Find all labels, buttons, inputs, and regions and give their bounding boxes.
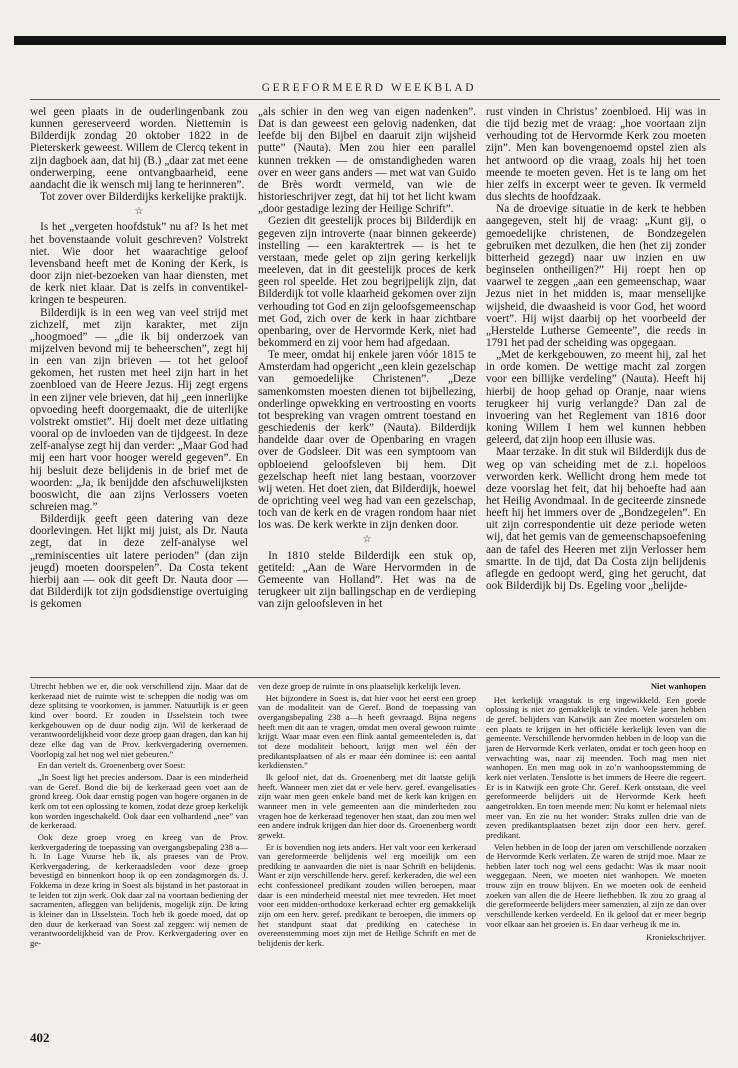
- paragraph: ven deze groep de ruimte in ons plaatselijk kerkelijk leven.: [258, 681, 461, 691]
- section-rule: [30, 677, 720, 678]
- paragraph: Ik geloof niet, dat ds. Groenenberg met dit laatste gelijk heeft. Wanneer men ziet dat er vele herv. geref. evangelisaties zijn waar men geen enkele band met de kerk kan krijgen en wanneer men in vele gemeenten aan die minderheden zou vragen hoe de kerkeraad tegenover hen staat, dan zou men wel een andere indruk krijgen dan hier door ds. Groenenberg wordt gewekt.: [258, 771, 476, 840]
- paragraph: Bilderdijk is in een weg van veel strijd met zichzelf, met zijn karakter, met zijn „hoogmoed” — „die ik bij onderzoek van mijzelven bevond mij te beheerschen”, zegt hij in een van zijn brieven — tot het geloof gekomen, het rusten met heel zijn hart in het zoenbloed van de Heere Jezus. Hij zegt ergens in een zijner vele brieven, dat hij „een innerlijke opvoeding heeft doorgemaakt, die de uiterlijke volstrekt omstiet”. Hij doelt met deze uitlating vooral op de invloeden van de tijdgeest. In deze zelf-analyse zegt hij dan verder: „Maar God had mij een hart voor hooger wereld gegeven”. En hij besluit deze belijdenis in de brief met de woorden: „Ja, ik benijdde den afschuwelijksten booswicht, die aan zijns Verlossers voeten schreien mag.”: [30, 306, 248, 513]
- paragraph: Te meer, omdat hij enkele jaren vóór 1815 te Amsterdam had opgericht „een klein gezelschap van gemoedelijke Christenen”. „Deze samenkomsten moesten dienen tot bijbellezing, onderlinge opwekking en vertroosting en voorts tot bespreking van vragen omtrent toestand en geschiedenis der kerk” (Nauta). Bilderdijk handelde daar over de Openbaring en vragen over de Godsleer. Dit was een symptoom van opbloeiend geloofsleven bij hem. Dit gezelschap heeft niet lang bestaan, voorzover wij weten. Het doet zien, dat Bilderdijk, hoewel de oprichting veel weg had van een gezelschap, toch van de kerk en de vragen rondom haar niet los was. De kerk werkte in zijn denken door.: [258, 349, 476, 532]
- paragraph: „als schier in den weg van eigen nadenken”. Dat is dan geweest een gelovig nadenken, dat leefde bij den Bijbel en daaruit zijn wijsheid putte” (Nauta). Men zou hier een parallel kunnen trekken — de omstandigheden waren over en weer gans anders — met wat van Guido de Brès wordt vermeld, van wie de historieschrijver zegt, dat hij tot het licht kwam „door gestadige lezing der Heilige Schrift”.: [258, 106, 476, 216]
- article-column-3: [486, 106, 706, 592]
- header-rule: [30, 99, 720, 100]
- chronicle-column-2: [258, 682, 476, 951]
- paragraph: Is het „vergeten hoofdstuk” nu af? Is het met het bovenstaande voluit geschreven? Volstrekt niet. Wie door het waarachtige geloof levensband heeft met de Koning der Kerk, is door zijn niet-bezoeken van haar diensten, met de kerk niet klaar. Dat is zelfs in conventikel-kringen te bespeuren.: [30, 221, 248, 307]
- paragraph: Ook deze groep vroeg en kreeg van de Prov. kerkvergadering de toepassing van overgangsbepaling 238 a—h. In Lage Vuurse heb ik, als praeses van de Prov. Kerkvergadering, de kerkeraadsleden voor deze groep bevestigd en binnenkort hoop ik op een zondagmorgen ds. J. Fokkema in deze kring in Soest als bijstand in het pastoraat in te leiden tot zijn werk. Ook daar zal na voortaan bediening der sacramenten, afleggen van belijdenis, mogelijk zijn. De kring is kleiner dan in IJsselstein. Toch heb ik goede moed, dat op den duur de kerkeraad van Soest zal zeggen: wij nemen de verantwoordelijkheid van de Prov. Kerkvergadering over en ge-: [30, 831, 248, 949]
- paragraph: Bilderdijk geeft geen datering van deze doorlevingen. Het lijkt mij juist, als Dr. Nauta zegt, dat in deze zelf-analyse wel „reminiscenties uit latere perioden” (dan zijn jeugd) moeten doorspelen”. Da Costa tekent hierbij aan — ook dit geeft Dr. Nauta door — dat Bilderdijk tot zijn godsdienstige overtuiging is gekomen: [30, 513, 248, 611]
- section-title: Niet wanhopen: [650, 681, 706, 691]
- paragraph: Gezien dit geestelijk proces bij Bilderdijk en gegeven zijn introverte (naar binnen gekeerde) instelling — een karaktertrek — is het te verstaan, mede gelet op zijn gering kerkelijk meeleven, dat in dit geestelijk proces de kerk geen rol speelde. Het zou begrijpelijk zijn, dat Bilderdijk tot volle klaarheid gekomen over zijn verhouding tot God en zijn geloofsgemeenschap met God, zich over de kerk in haar zichtbare openbaring, over de Hervormde Kerk, niet had bekommerd en zij voor hem had afgedaan.: [258, 215, 476, 349]
- paragraph: Velen hebben in de loop der jaren om verschillende oorzaken de Hervormde Kerk verlaten. Ze waren de strijd moe. Maar ze hebben later toch nog wel eens gedacht: Was ik maar nooit weggegaan. Neen, we moeten niet wanhopen. We moeten trouw zijn en trouw blijven. En we moeten ook de eenheid zoeken van allen die de Heere liefhebben. Ik zou zo graag al die gereformeerde belijders meer samenzien, al zijn ze dan over verschillende kerken verdeeld. En ik geloof dat er meer begrip voor elkaar aan het groeien is. En daar verheug ik me in.: [486, 841, 706, 929]
- paragraph: „In Soest ligt het precies andersom. Daar is een minderheid van de Geref. Bond die bij de kerkeraad geen voet aan de grond kreeg. Ook daar ernstig pogen van hogere organen in de kerk om tot een oplossing te komen, zodat deze groep kerkelijk kon worden ingeschakeld. Ook daar een volhardend „nee” van de kerkeraad.: [30, 771, 248, 831]
- paragraph: rust vinden in Christus’ zoenbloed. Hij was in die tijd bezig met de vraag: „hoe voortaan zijn verhouding tot de Hervormde Kerk zou moeten zijn”. Men kan bovengenoemd opstel zien als het antwoord op die vraag, zoals hij het toen meende te moeten geven. Het is te lang om het hier zelfs in excerpt weer te geven. Ik vermeld dus slechts de hoofdzaak.: [486, 106, 706, 204]
- paragraph: wel geen plaats in de ouderlingenbank zou kunnen gereserveerd worden. Niettemin is Bilderdijk zondag 20 oktober 1822 in de Pieterskerk geweest. Willem de Clercq tekent in zijn dagboek aan, dat hij (B.) „daar zat met eene onderwerping, eene ontvangbaarheid, eene aandacht die ik wensch mij lang te herinneren”.: [30, 106, 248, 191]
- article-column-2: [258, 106, 476, 610]
- star-separator: ☆: [134, 206, 144, 218]
- paragraph: Het kerkelijk vraagstuk is erg ingewikkeld. Een goede oplossing is niet zo gemakkelijk te vinden. Vele jaren hebben de geref. belijders van Katwijk aan Zee moeten worstelen om een plaats te krijgen in het officiële kerkelijk leven van die gemeente. Verschillende hervormden hebben in de loop van die jaren de Hervormde Kerk verlaten, omdat er toch geen hoop en verwachting was, naar zij meenden. Toch mag men niet wanhopen. En men mag ook in zo’n wanhoopsstemming de kerk niet verlaten. Tenslotte is het immers de Heere die regeert. Er is in Katwijk een grote Chr. Geref. Kerk ontstaan, die veel gereformeerde belijders uit de Hervormde Kerk heeft aangetrokken. En toen meende men: Nu komt er helemaal niets meer van. En zie nu het wonder: Straks zullen drie van de zeven predikantsplaatsen bezet zijn door een herv. geref. predikant.: [486, 694, 706, 840]
- chronicle-column-1: [30, 682, 248, 951]
- signature: Kroniekschrijver.: [646, 932, 706, 943]
- paragraph: „Met de kerkgebouwen, zo meent hij, zal het in orde komen. De wettige macht zal zorgen voor een billijke verdeling” (Nauta). Heeft hij hierbij de hoop gehad op Oranje, naar wiens terugkeer hij vurig verlangde? Dan zal de invoering van het Reglement van 1816 door koning Willem I hem wel kunnen hebben geleerd, dat zijn hoop een illusie was.: [486, 349, 706, 447]
- paragraph: Utrecht hebben we er, die ook verschillend zijn. Maar dat de kerkeraad niet de ruimte wist te scheppen die nodig was om deze splitsing te voorkomen, is jammer. Natuurlijk is er geen kind over boord. Er zouden in IJsselstein toch twee kerkgebouwen op de duur nodig zijn. Wil de kerkeraad de verantwoordelijkheid voor deze groep gaan dragen, dan kan hij deze elke dag van de Prov. kerkvergadering overnemen. Voorlopig zal het nog wel niet gebeuren.”: [30, 681, 248, 759]
- paragraph: Na de droevige situatie in de kerk te hebben aangegeven, stelt hij de vraag: „Kunt gij, o gemoedelijke christenen, de Bondzegelen gebruiken met dezulken, die hen (het zij zonder bitterheid gezegd) naar uw inzien en uw beginselen ontheiligen?” Hij roept hen op vaarwel te zeggen „aan een gemeenschap, waar Jezus niet in het midden is, maar menselijke wijsheid, die dwaasheid is voor God, het woord voert”. Hij wijst daarbij op het voorbeeld der „Herstelde Lutherse Gemeente”, die reeds in 1791 het pad der scheiding was opgegaan.: [486, 203, 706, 349]
- paragraph: Er is bovendien nog iets anders. Het valt voor een kerkeraad van gereformeerde belijdenis wel erg moeilijk om een prediking te aanvaarden die niet is naar Schrift en belijdenis. Want er zijn verschillende herv. geref. kerkeraden, die wel een echt confessioneel predikant zouden willen beroepen, maar daar is een minderheid meestal niet mee tevreden. Het moet voor een midden-orthodoxe kerkeraad echter erg gemakkelijk zijn om een herv. geref. predikant te beroepen, die immers op het standpunt staat dat prediking en catechese in overeenstemming moet zijn met de Heilige Schrift en met de belijdenis der kerk.: [258, 841, 476, 949]
- paragraph: En dan vertelt ds. Groenenberg over Soest:: [37, 760, 186, 771]
- paragraph: Maar terzake. In dit stuk wil Bilderdijk dus de weg op van scheiding met de z.i. hopeloos verworden kerk. Wellicht drong hem mede tot deze voorslag het feit, dat hij behoefte had aan het Heilig Avondmaal. In de geciteerde zinsnede heeft hij het immers over de „Bondzegelen”. En uit zijn correspondentie uit deze periode weten wij, dat het gemis van de gemeenschapsoefening aan de tafel des Heeren met zijn Verlosser hem smartte. In de tijd, dat Da Costa zijn belijdenis aflegde en gedoopt werd, ging het gerucht, dat ook Bilderdijk bij Ds. Egeling voor „belijde-: [486, 446, 706, 593]
- paragraph: In 1810 stelde Bilderdijk een stuk op, getiteld: „Aan de Ware Hervormden in de Gemeente van Holland”. Het was na de terugkeer uit zijn ballingschap en de verdieping van zijn geloofsleven in het: [258, 549, 476, 611]
- article-column-1: [30, 106, 248, 610]
- running-header: GEREFORMEERD WEEKBLAD: [261, 82, 477, 94]
- top-bar: [14, 36, 726, 45]
- chronicle-column-3: [486, 682, 706, 945]
- page-number: 402: [30, 1030, 50, 1045]
- paragraph: Tot zover over Bilderdijks kerkelijke praktijk.: [40, 191, 247, 204]
- paragraph: Het bijzondere in Soest is, dat hier voor het eerst een groep van de modaliteit van de Geref. Bond de toepassing van overgangsbepaling 238 a—h heeft gevraagd. Bijna negens heeft men dit aan te vragen, omdat men overal gewoon ruimte krijgt. Waar maar even een flink aantal gemeenteleden is, dat tot deze modaliteit behoort, krijgt men wel één der predikantsplaatsen of als er maar één dominee is: een aantal kerkdiensten.”: [258, 692, 476, 771]
- star-separator: ☆: [362, 534, 372, 546]
